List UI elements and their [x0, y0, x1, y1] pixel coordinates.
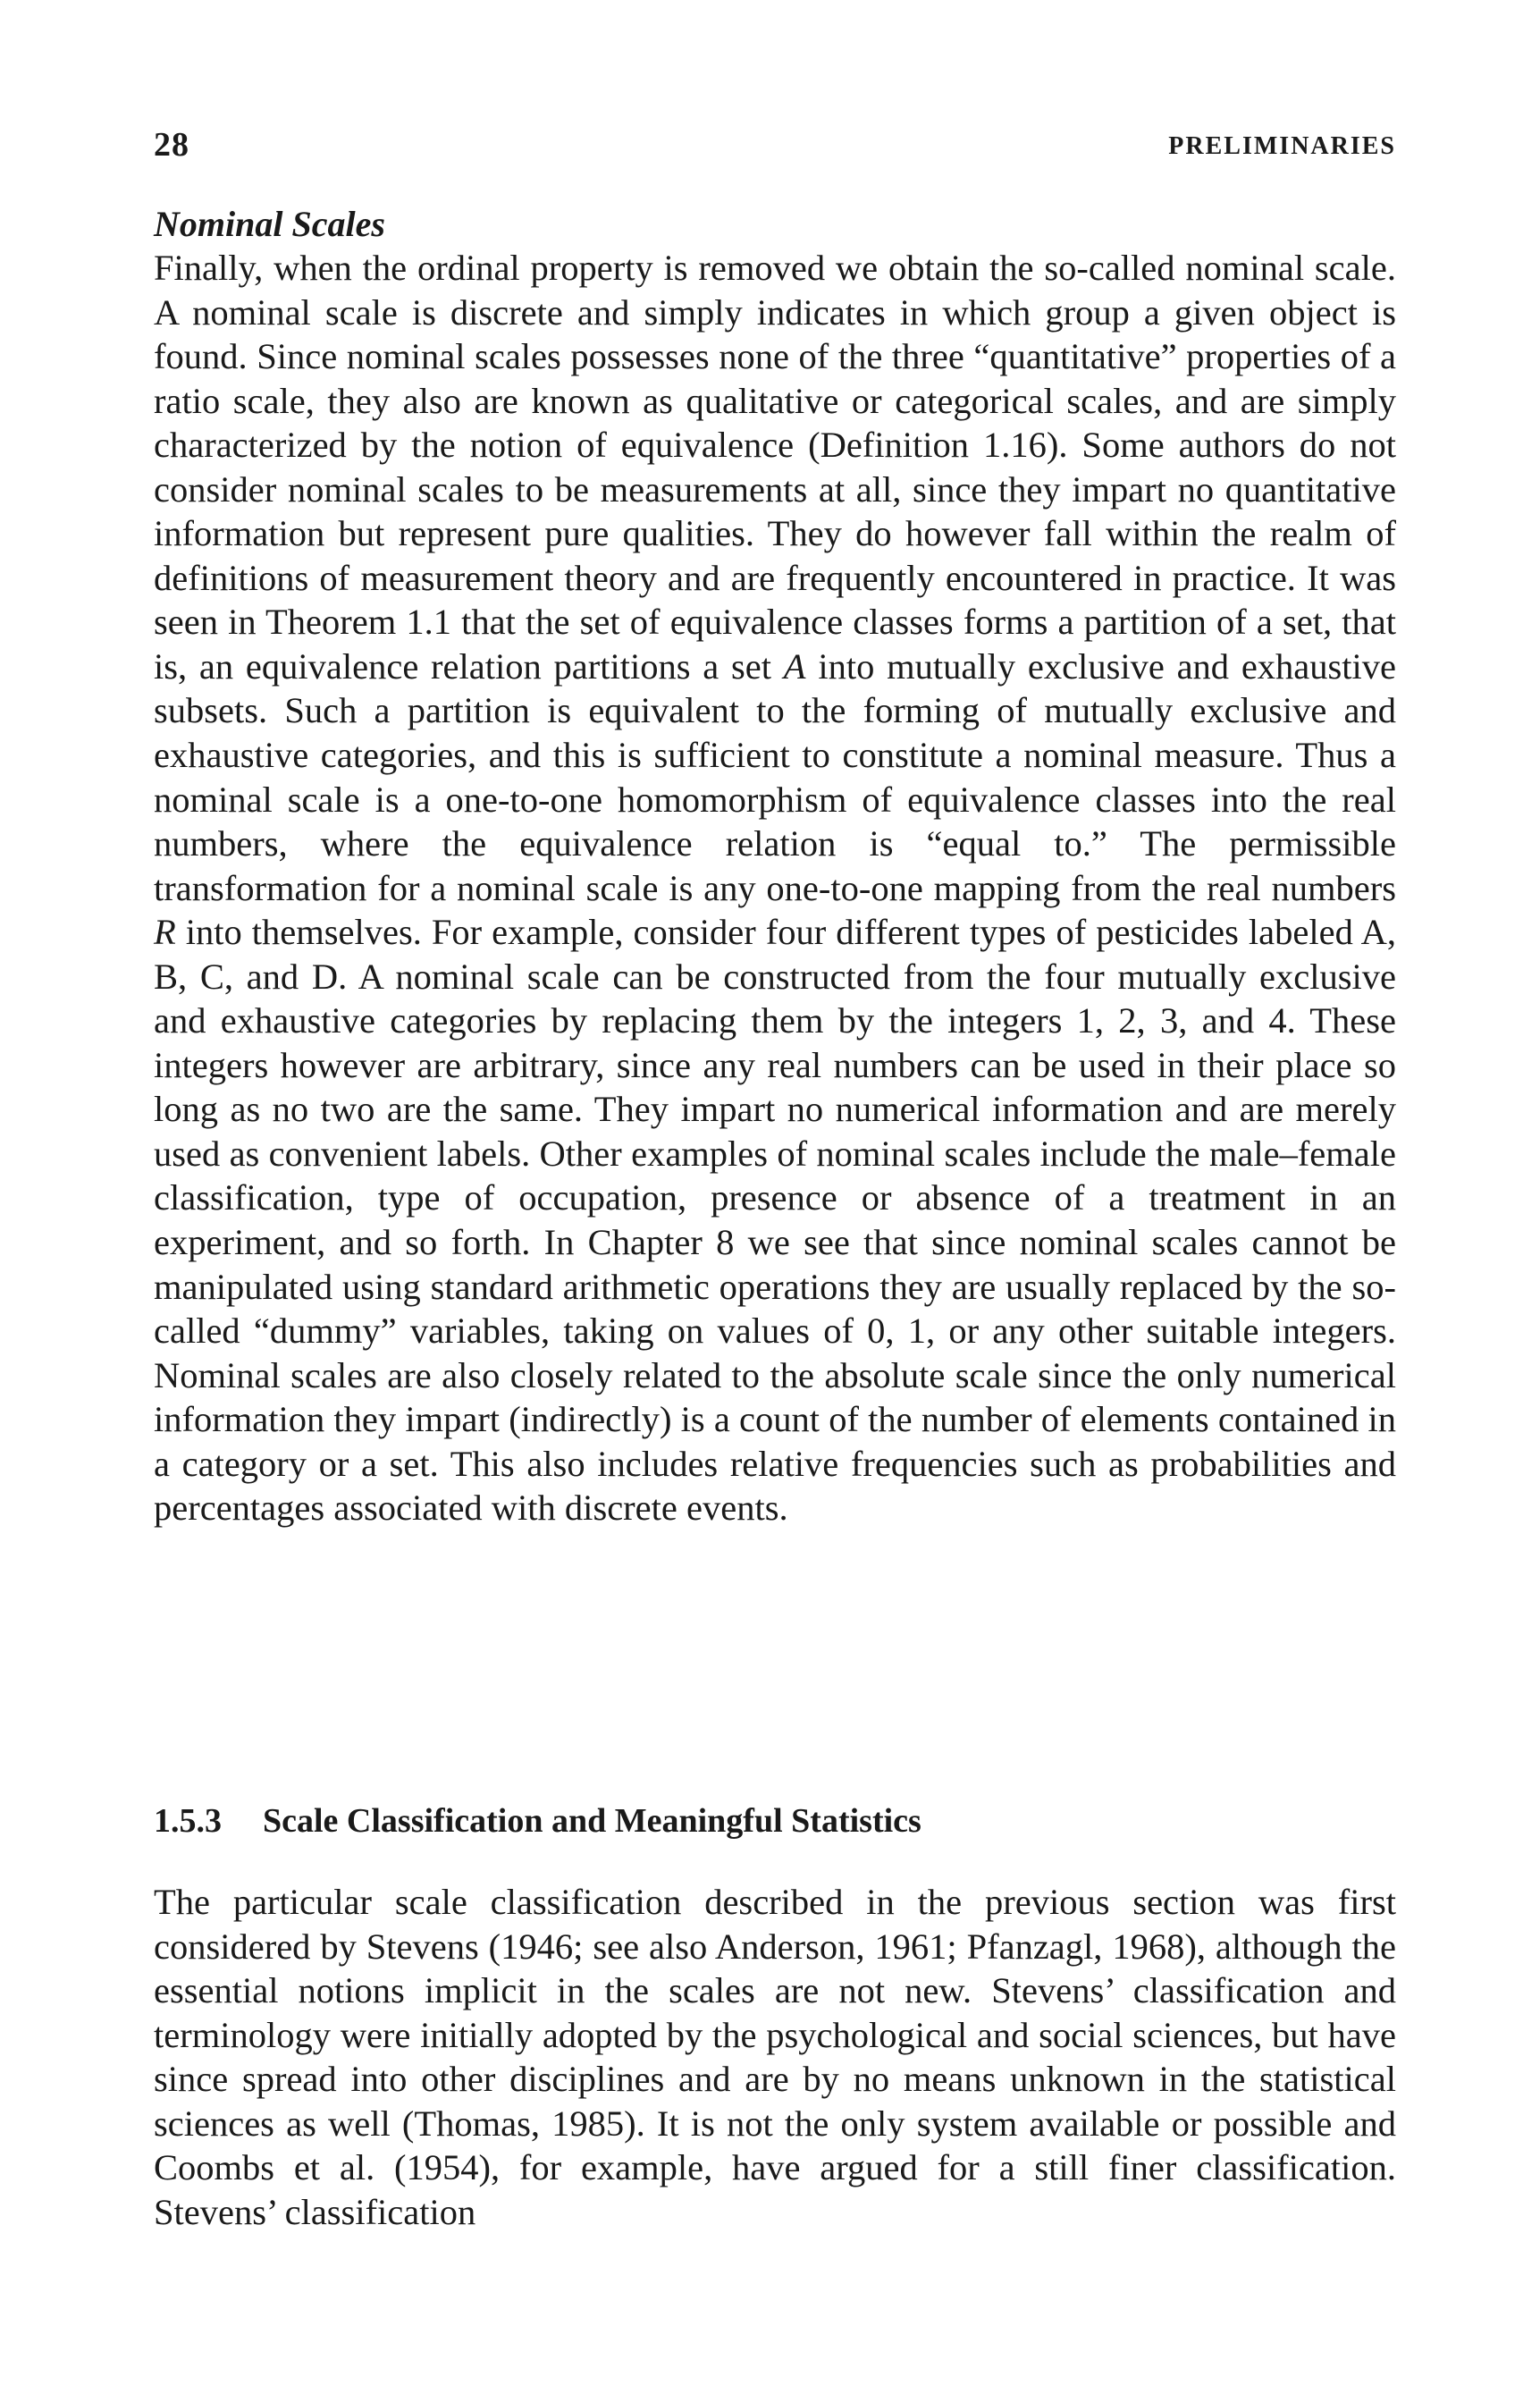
- section-heading: [154, 1799, 1396, 1843]
- subsection-heading: Nominal Scales: [154, 204, 385, 244]
- page-number: 28: [154, 126, 189, 164]
- section-number: 1.5.3: [154, 1802, 222, 1840]
- section-title: Scale Classification and Meaningful Statistics: [263, 1802, 921, 1840]
- real-numbers-symbol: R: [154, 912, 176, 953]
- nominal-scales-block: [154, 202, 1396, 1530]
- paragraph-text: into themselves. For example, consider four different types of pesticides labeled A, B, C, and D. A nominal scale can be constructed from the four mutually exclusive and exhaustive categories by replacing them by the integers 1, 2, 3, and 4. These integers however are arbitrary, since any real numbers can be used in their place so long as no two are the same. They impart no numerical information and are merely used as convenient labels. Other examples of nominal scales include the male–female classification, type of occupation, presence or absence of a treatment in an experiment, and so forth. In Chapter 8 we see that since nominal scales cannot be manipulated using standard arithmetic operations they are usually replaced by the so-called “dummy” variables, taking on values of 0, 1, or any other suitable integers. Nominal scales are also closely related to the absolute scale since the only numerical information they impart (indirectly) is a count of the number of elements contained in a category or a set. This also includes relative frequencies such as probabilities and percentages associated with discrete events.: [154, 912, 1397, 1529]
- paragraph-text: Finally, when the ordinal property is removed we obtain the so-called nominal scale. A nominal scale is discrete and simply indicates in which group a given object is found. Since nominal scales possesses none of the three “quantitative” properties of a ratio scale, they also are known as qualitative or categorical scales, and are simply characterized by the notion of equivalence (Definition 1.16). Some authors do not consider nominal scales to be measurements at all, since they impart no quantitative information but represent pure qualities. They do however fall within the realm of definitions of measurement theory and are frequently encountered in practice. It was seen in Theorem 1.1 that the set of equivalence classes forms a partition of a set, that is, an equivalence relation partitions a set: [154, 248, 1396, 687]
- nominal-scales-paragraph: [154, 246, 1396, 1530]
- set-variable-a: A: [783, 645, 806, 687]
- running-head: [154, 125, 1396, 170]
- paragraph-text: into mutually exclusive and exhaustive subsets. Such a partition is equivalent to the forming of mutually exclusive and exhaustive categories, and this is sufficient to constitute a nominal measure. Thus a nominal scale is a one-to-one homomorphism of equivalence classes into the real numbers, where the equivalence relation is “equal to.” The permissible transformation for a nominal scale is any one-to-one mapping from the real numbers: [154, 645, 1397, 908]
- running-title: PRELIMINARIES: [1168, 132, 1396, 160]
- section-body: [154, 1880, 1396, 2234]
- section-paragraph: The particular scale classification described in the previous section was first considered by Stevens (1946; see also Anderson, 1961; Pfanzagl, 1968), although the essential notions implicit in the scales are not new. Stevens’ classification and terminology were initially adopted by the psychological and social sciences, but have since spread into other disciplines and are by no means unknown in the statistical sciences as well (Thomas, 1985). It is not the only system available or possible and Coombs et al. (1954), for example, have argued for a still finer classification. Stevens’ classification: [154, 1882, 1396, 2232]
